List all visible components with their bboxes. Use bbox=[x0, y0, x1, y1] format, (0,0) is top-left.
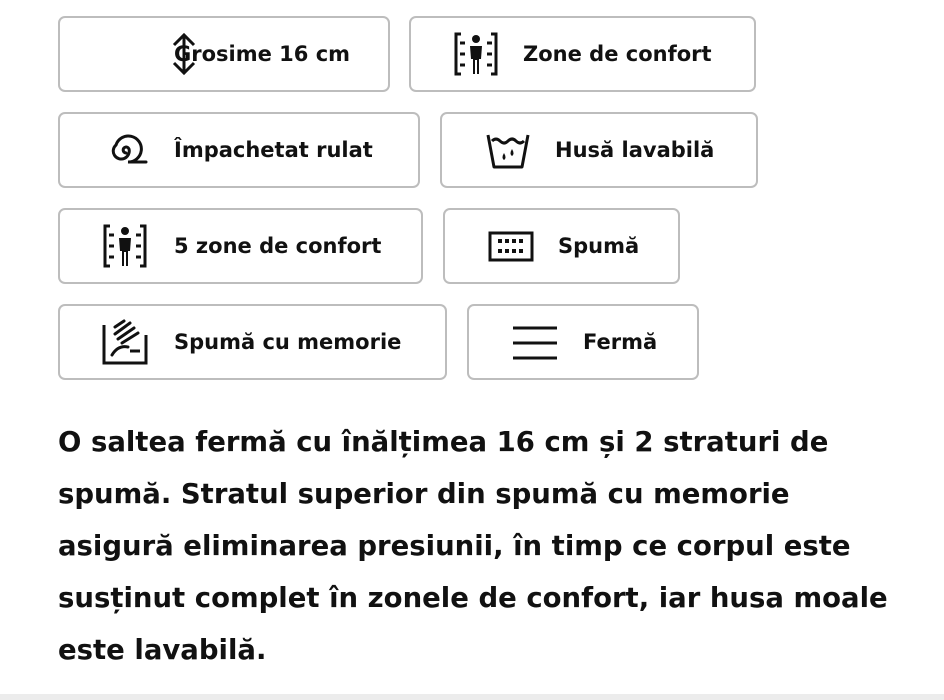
feature-chip-roll-packed[interactable] bbox=[58, 112, 420, 188]
feature-chip-comfort-zones[interactable] bbox=[409, 16, 756, 92]
bottom-divider bbox=[0, 694, 944, 700]
feature-label-comfort-zones: Zone de confort bbox=[523, 42, 712, 66]
feature-label-memory-foam: Spumă cu memorie bbox=[174, 330, 402, 354]
person-zones-icon bbox=[100, 221, 150, 271]
feature-label-roll-packed: Împachetat rulat bbox=[174, 138, 373, 162]
feature-label-washable-cover: Husă lavabilă bbox=[555, 138, 715, 162]
feature-chip-foam[interactable] bbox=[443, 208, 680, 284]
product-description: O saltea fermă cu înălțimea 16 cm și 2 straturi de spumă. Stratul superior din spumă cu memorie asigură eliminarea presiunii, în timp ce corpul este susținut complet în zonele de confort, iar husa moale este lavabilă. bbox=[58, 426, 888, 666]
feature-label-firm: Fermă bbox=[583, 330, 658, 354]
feature-chip-five-zones[interactable] bbox=[58, 208, 423, 284]
person-zones-icon bbox=[451, 29, 501, 79]
feature-label-foam: Spumă bbox=[558, 234, 640, 258]
feature-chip-washable-cover[interactable] bbox=[440, 112, 758, 188]
wash-tub-icon bbox=[483, 125, 533, 175]
feature-chip-firm[interactable] bbox=[467, 304, 699, 380]
feature-label-five-zones: 5 zone de confort bbox=[174, 234, 382, 258]
feature-chip-memory-foam[interactable] bbox=[58, 304, 447, 380]
feature-label-thickness: Grosime 16 cm bbox=[174, 42, 351, 66]
firmness-lines-icon bbox=[510, 317, 560, 367]
foam-block-icon bbox=[486, 221, 536, 271]
memory-foam-icon bbox=[100, 317, 150, 367]
rolled-spiral-icon bbox=[100, 125, 150, 175]
feature-chip-thickness[interactable] bbox=[58, 16, 390, 92]
